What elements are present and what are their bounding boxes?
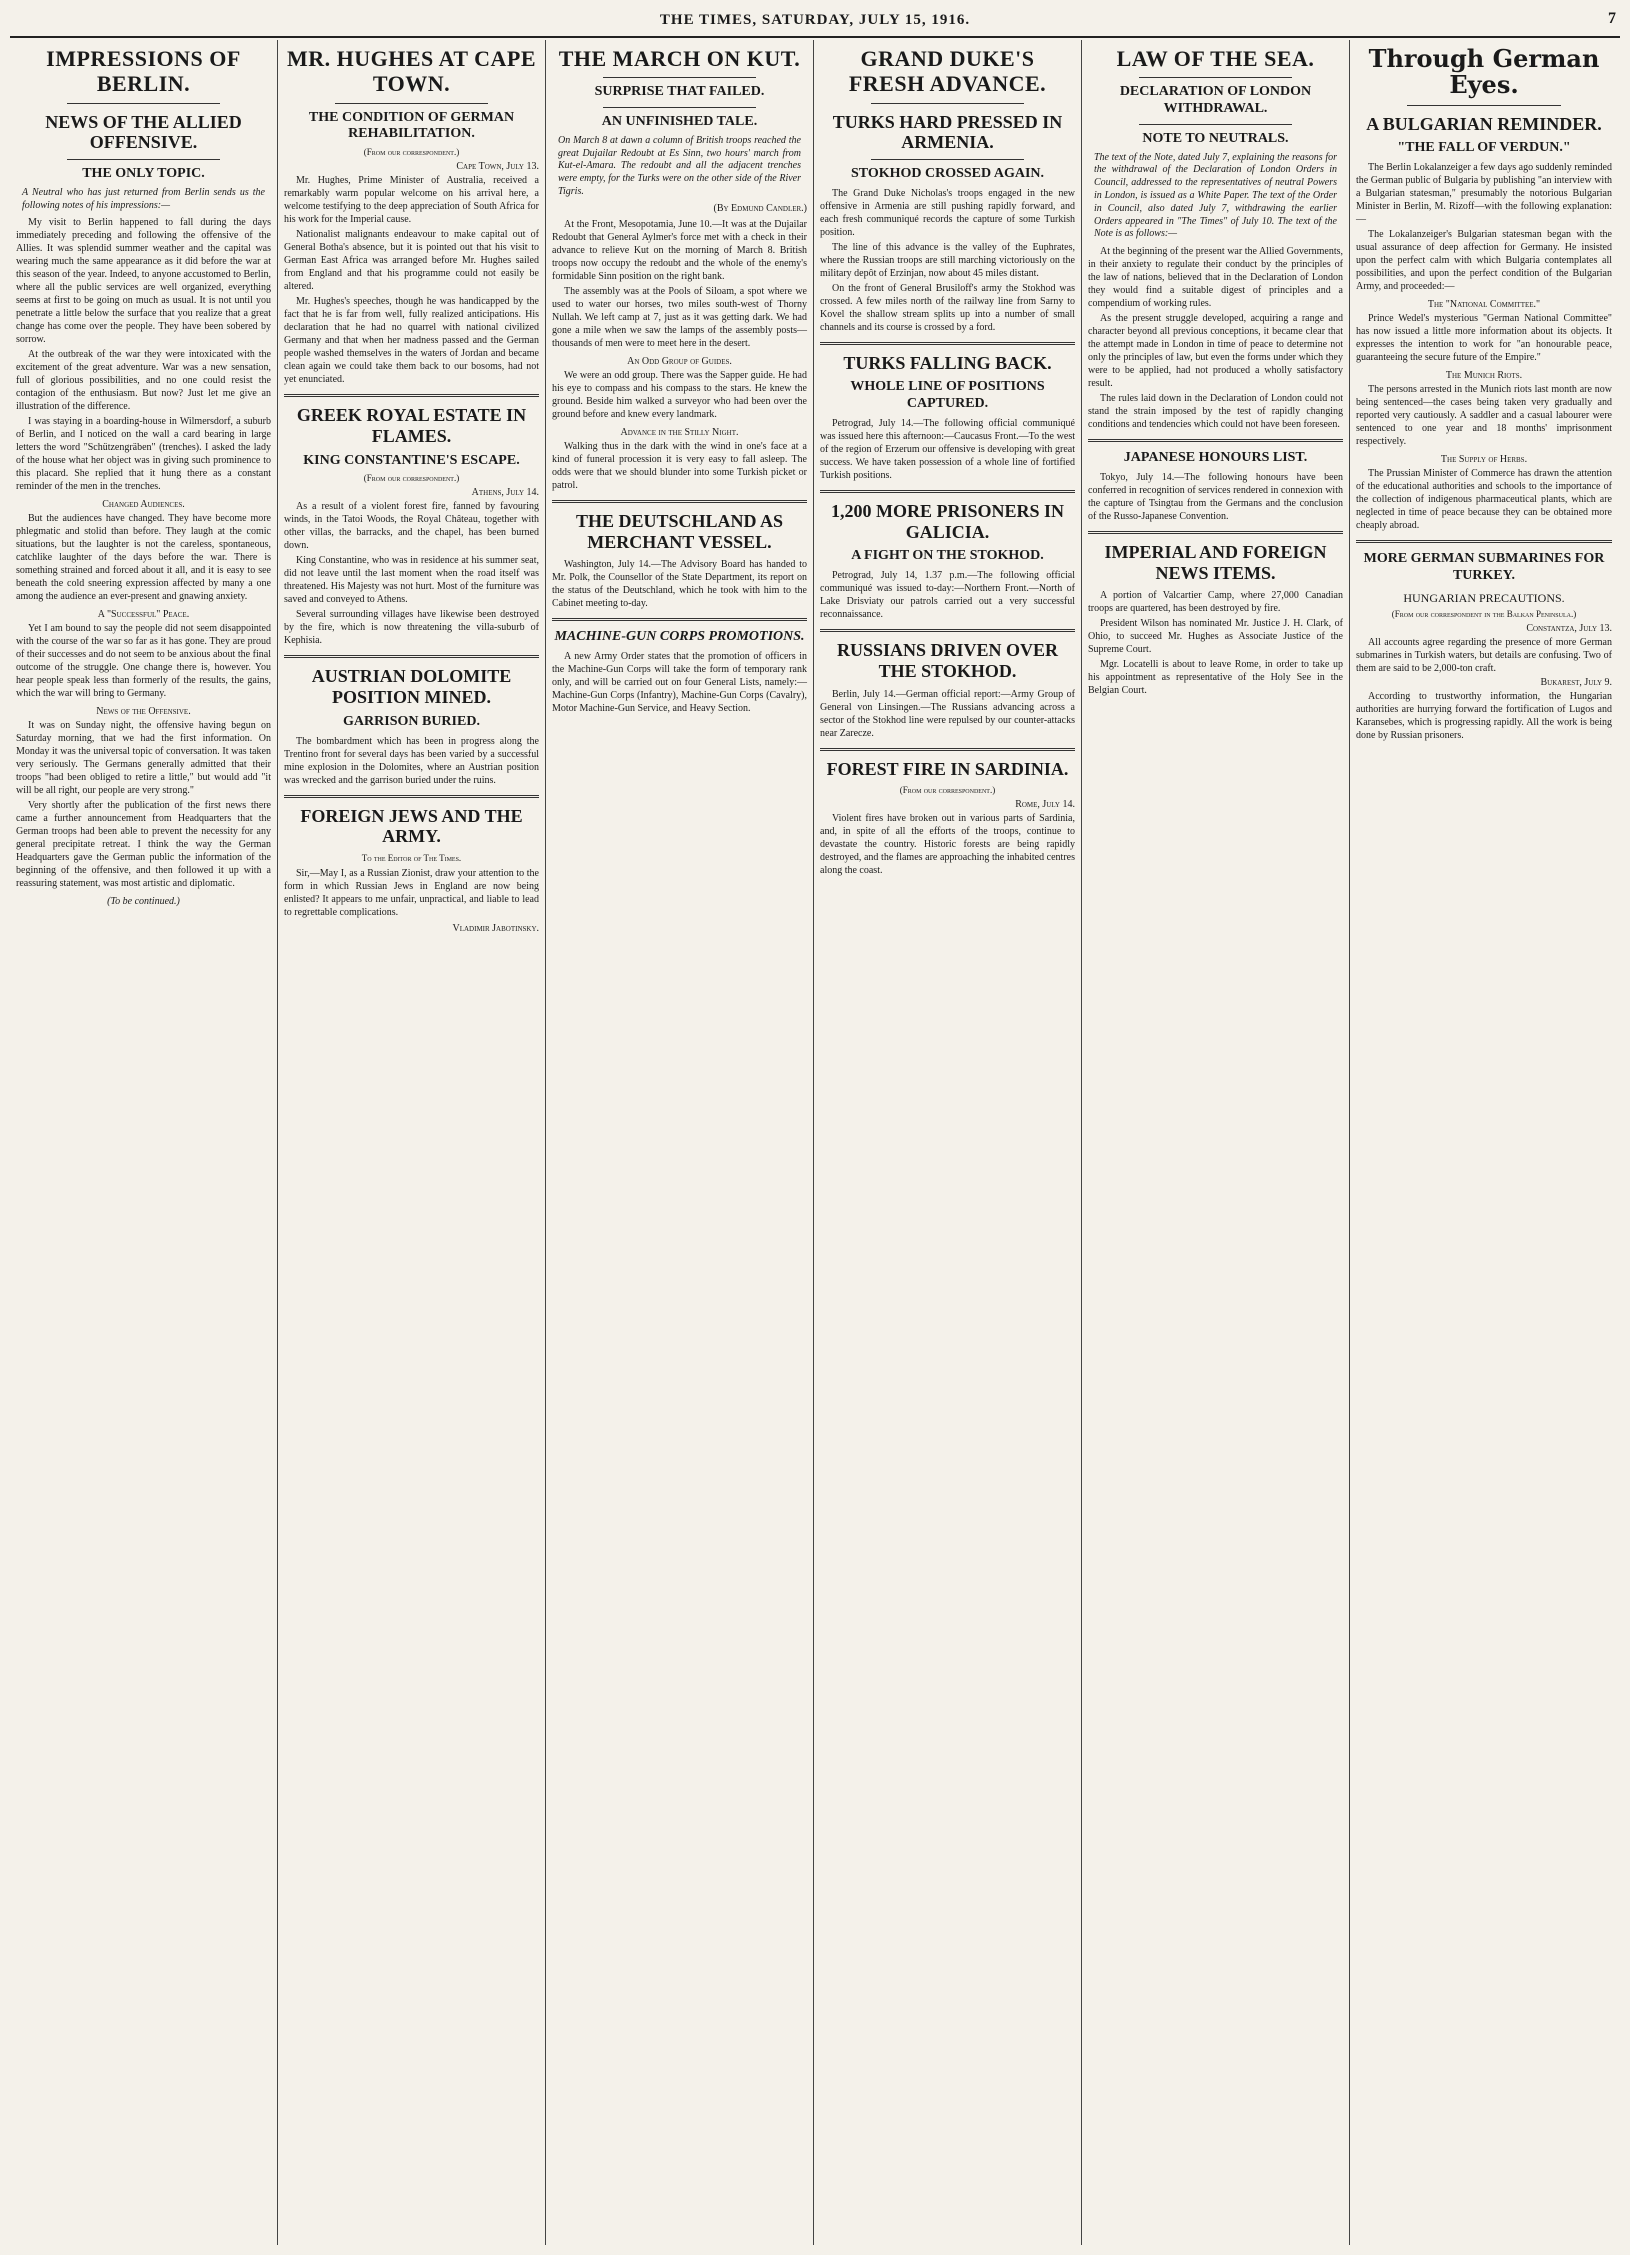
paragraph: A new Army Order states that the promotion of officers in the Machine-Gun Corps will take the form of temporary rank only, and will be carried out on four General Lists, namely:—Machine-Gun Corps (Infantry), Machine-Gun Corps (Cavalry), Motor Machine-Gun Service, and Heavy Section. [552,651,807,715]
dateline: Athens, July 14. [471,487,539,499]
dateline: Bukarest, July 9. [1540,677,1612,689]
paragraph: Several surrounding villages have likewise been destroyed by the fire, which is now threatening the villa-suburb of Kephisia. [284,609,539,647]
divider [1139,77,1292,78]
paragraph: A portion of Valcartier Camp, where 27,000 Canadian troops are quartered, has been destroyed by fire. [1088,590,1343,615]
dateline: Constantza, July 13. [1526,623,1612,635]
subhead: Changed Audiences. [102,499,185,511]
headline: MORE GERMAN SUBMARINES FOR TURKEY. [1363,551,1605,584]
paragraph: Walking thus in the dark with the wind in one's face at a kind of funeral procession it is very easy to fall asleep. The odds were that we should blunder into some Turkish picket or patrol. [552,440,807,491]
paragraph: The persons arrested in the Munich riots last month are now being sentenced—the cases being taken very gradually and reported very cautiously. A saddler and a casual labourer were sentenced to one year and 18 months' imprisonment respectively. [1356,384,1612,448]
subheadline: THE CONDITION OF GERMAN REHABILITATION. [308,109,515,142]
subhead: News of the Offensive. [96,706,191,718]
subhead: The Supply of Herbs. [1440,454,1528,466]
paragraph: The line of this advance is the valley of the Euphrates, where the Russian troops are still marching victoriously on the military depôt of Erzinjan, now about 45 miles distant. [820,241,1075,279]
paragraph: The bombardment which has been in progress along the Trentino front for several days has been varied by a successful mine explosion in the Dolomites, where an Austrian position was wrecked and the garrison buried under the ruins. [284,735,539,786]
headline: MACHINE-GUN CORPS PROMOTIONS. [554,629,805,645]
divider [552,618,807,621]
subheadline: WHOLE LINE OF POSITIONS CAPTURED. [850,379,1045,412]
headline: IMPRESSIONS OF BERLIN. [46,46,241,97]
subheadline: A BULGARIAN REMINDER. [1366,113,1602,134]
source: (From our correspondent.) [363,147,460,158]
paragraph: My visit to Berlin happened to fall during the days immediately preceding and following the offensive of the Allies. It was splendid summer weather and the capital was wearing much the same appearance as it did before the war at this season of the year. Indeed, to anyone accustomed to Berlin, where all the public services are well organized, everything seems at first to be going on much as usual. It is not until you penetrate a little below the surface that you realize that a great change has come over the people. They have been sobered by sorrow. [16,217,271,346]
headline: RUSSIANS DRIVEN OVER THE STOKHOD. [836,640,1059,681]
section-head: THE ONLY TOPIC. [82,165,205,181]
headline: AUSTRIAN DOLOMITE POSITION MINED. [311,666,512,708]
paragraph: All accounts agree regarding the presence of more German submarines in Turkish waters, but details are confusing. Two of them are said to be 2,000-ton craft. [1356,637,1612,675]
headline: THE DEUTSCHLAND AS MERCHANT VESSEL. [575,510,784,552]
subhead: The Munich Riots. [1445,370,1523,382]
headline: MR. HUGHES AT CAPE TOWN. [287,46,536,97]
paragraph: We were an odd group. There was the Sapper guide. He had his eye to compass and his compass to the stars. He knew the ground. Beside him walked a surveyor who had been over the ground before and knew every landmark. [552,369,807,420]
divider [603,107,756,108]
subheadline: HUNGARIAN PRECAUTIONS. [1403,590,1565,605]
subhead: A "Successful" Peace. [97,609,190,621]
column-4 [814,40,1082,2245]
headline: 1,200 MORE PRISONERS IN GALICIA. [830,501,1065,542]
headline: LAW OF THE SEA. [1116,46,1315,71]
subheadline: SURPRISE THAT FAILED. [594,84,765,100]
newspaper-title: THE TIMES, SATURDAY, JULY 15, 1916. [659,12,971,28]
source: (From our correspondent in the Balkan Peninsula.) [1391,609,1577,620]
headline: TURKS FALLING BACK. [843,352,1052,373]
paragraph: At the outbreak of the war they were intoxicated with the excitement of the great adventure. War was a new sensation, full of glorious possibilities, and no one could resist the contagion of the enthusiasm. But now? Just let me give an illustration of the difference. [16,349,271,413]
columns [10,40,1620,2245]
paragraph: The Berlin Lokalanzeiger a few days ago suddenly reminded the German public of Bulgaria by publishing "an interview with a Bulgarian statesman," presumably the notorious Bulgarian Minister in Berlin, M. Rizoff—with the following explanation:— [1356,162,1612,226]
paragraph: Violent fires have broken out in various parts of Sardinia, and, in spite of all the efforts of the troops, continue to devastate the country. Historic forests are being rapidly destroyed, and the flames are approaching the inhabited centres along the coast. [820,813,1075,877]
paragraph: It was on Sunday night, the offensive having begun on Saturday morning, that we had the first information. On Monday it was the universal topic of conversation. It was taken very seriously. The Germans generally admitted that their troops "had been obliged to retire a little," but would add "it will be all right, our people are very strong." [16,720,271,797]
paragraph: Petrograd, July 14, 1.37 p.m.—The following official communiqué was issued to-day:—Northern Front.—North of Lake Drisviaty our patrols carried out a very successful reconnaissance. [820,570,1075,621]
column-2 [278,40,546,2245]
intro: On March 8 at dawn a column of British troops reached the great Dujailar Redoubt at Es Sinn, two hours' march from Kut-el-Amara. The redoubt and all the adjacent trenches were empty, for the Turks were on the other side of the River Tigris. [558,134,801,198]
divider [1356,540,1612,543]
paragraph: Tokyo, July 14.—The following honours have been conferred in recognition of services rendered in connexion with the capture of Tsingtau from the Germans and the conclusion of the Russo-Japanese Convention. [1088,472,1343,523]
paragraph: At the Front, Mesopotamia, June 10.—It was at the Dujailar Redoubt that General Aylmer's force met with a check in their advance to relieve Kut on the morning of March 8. British troops now occupy the redoubt and the whole of the enemy's formidable Sinn position on the right bank. [552,218,807,282]
section-head: STOKHOD CROSSED AGAIN. [850,165,1045,181]
divider [1088,531,1343,534]
paragraph: Petrograd, July 14.—The following official communiqué was issued here this afternoon:—Caucasus Front.—To the west of the region of Erzerum our offensive is developing with great success. We have taken possession of a whole line of fortified Turkish positions. [820,418,1075,482]
headline: FOREIGN JEWS AND THE ARMY. [300,805,523,847]
divider [871,103,1024,104]
masthead [10,8,1620,38]
divider [1088,439,1343,442]
headline: GRAND DUKE'S FRESH ADVANCE. [848,46,1047,97]
paragraph: The assembly was at the Pools of Siloam, a spot where we used to water our horses, two miles south-west of Thorny Nullah. We left camp at 7, just as it was getting dark. We had gone a mile when we saw the lamps of the assembly posts—thousands of men were to meet here in the desert. [552,285,807,349]
divider [1407,105,1561,106]
signature: Vladimir Jabotinsky. [452,922,539,934]
column-6 [1350,40,1618,2245]
subheadline: DECLARATION OF LONDON WITHDRAWAL. [1119,84,1312,117]
paragraph: Prince Wedel's mysterious "German National Committee" has now issued a little more information about its objects. It expresses the intention to work for "an honourable peace, guaranteeing the secure future of the Empire." [1356,313,1612,364]
paragraph: As the present struggle developed, acquiring a range and character beyond all previous conceptions, it became clear that the attempt made in London in time of peace to determine not only the principles of law, but even the forms under which they were to be applied, had not produced a wholly satisfactory result. [1088,313,1343,390]
subheadline: A FIGHT ON THE STOKHOD. [851,548,1044,564]
paragraph: The Lokalanzeiger's Bulgarian statesman began with the usual assurance of deep affection for Germany. He insisted upon the perfect calm with which Bulgaria contemplates all possibilities, and upon the perfect condition of the Bulgarian Army, and proceeded:— [1356,229,1612,293]
subheadline: TURKS HARD PRESSED IN ARMENIA. [832,111,1063,153]
paragraph: Berlin, July 14.—German official report:—Army Group of General von Linsingen.—The Russians advancing across a sector of the Stokhod line were repulsed by our counter-attacks near Zarecze. [820,688,1075,739]
headline: Through German Eyes. [1368,44,1600,100]
paragraph: Mr. Hughes, Prime Minister of Australia, received a remarkably warm popular welcome on his arrival here, a welcome testifying to the deep appreciation of South Africa for his work for the Imperial cause. [284,175,539,226]
paragraph: King Constantine, who was in residence at his summer seat, did not leave until the last moment when the road itself was threatened. His Majesty was not hurt. Most of the furniture was saved and conveyed to Athens. [284,555,539,606]
paragraph: On the front of General Brusiloff's army the Stokhod was crossed. A few miles north of the railway line from Sarny to Kovel the shallow stream splits up into a number of small channels and its course is crossed by a ford. [820,282,1075,333]
section-head: AN UNFINISHED TALE. [601,114,758,130]
divider [820,490,1075,493]
divider [820,748,1075,751]
paragraph: As a result of a violent forest fire, fanned by favouring winds, in the Tatoi Woods, the Royal Château, together with other villas, the barracks, and the chapel, has been burned down. [284,501,539,552]
byline: (By Edmund Candler.) [713,202,807,214]
divider [820,629,1075,632]
divider [335,103,488,104]
subhead: An Odd Group of Guides. [627,355,732,367]
headline: GREEK ROYAL ESTATE IN FLAMES. [296,405,527,446]
column-1 [10,40,278,2245]
divider [284,394,539,397]
divider [1139,124,1292,125]
intro: A Neutral who has just returned from Berlin sends us the following notes of his impressions:— [22,186,265,211]
subheadline: GARRISON BURIED. [343,713,480,729]
divider [871,159,1024,160]
paragraph: Washington, July 14.—The Advisory Board has handed to Mr. Polk, the Counsellor of the State Department, its report on the status of the Deutschland, which he took with him to the Cabinet meeting to-day. [552,559,807,610]
paragraph: Very shortly after the publication of the first news there came a further announcement from Headquarters that the German troops had been able to prevent the necessity for any general precipitate retreat. I think the way the German Headquarters gave the German public the information of the beginning of the offensive, and then followed it up with a reassuring statement, was most artistic and diplomatic. [16,800,271,890]
paragraph: Nationalist malignants endeavour to make capital out of General Botha's absence, but it is pointed out that his visit to German East Africa was arranged before Mr. Hughes sailed from England and that his programme could not easily be altered. [284,229,539,293]
headline: THE MARCH ON KUT. [558,46,801,71]
section-head: "THE FALL OF VERDUN." [1397,140,1571,156]
paragraph: Mgr. Locatelli is about to leave Rome, in order to take up his appointment as representative of the Holy See in the Belgian Court. [1088,659,1343,697]
paragraph: According to trustworthy information, the Hungarian authorities are hurrying forward the fortification of Lugos and Karansebes, which is progressing rapidly. All the work is being done by Russian prisoners. [1356,691,1612,742]
paragraph: At the beginning of the present war the Allied Governments, in their anxiety to regulate their conduct by the principles of the law of nations, believed that in the Declaration of London they would find a suitable digest of principles and a compendium of working rules. [1088,246,1343,310]
headline: JAPANESE HONOURS LIST. [1123,450,1308,466]
divider [284,795,539,798]
dateline: Rome, July 14. [1015,799,1075,811]
source: (From our correspondent.) [899,785,996,796]
paragraph: The Grand Duke Nicholas's troops engaged in the new offensive in Armenia are still pushing rapidly forward, and each fresh communiqué records the capture of some Turkish position. [820,187,1075,238]
divider [603,77,756,78]
subheadline: KING CONSTANTINE'S ESCAPE. [303,452,520,468]
subhead: The "National Committee." [1427,299,1541,311]
divider [552,500,807,503]
divider [67,159,220,160]
intro: The text of the Note, dated July 7, explaining the reasons for the withdrawal of the Declaration of London Orders in Council, addressed to the representatives of neutral Powers in London, is issued as a White Paper. The text of the Order in Council, also dated July 7, withdrawing the earlier Orders appeared in "The Times" of July 10. The text of the Note is as follows:— [1094,151,1337,240]
headline: IMPERIAL AND FOREIGN NEWS ITEMS. [1104,542,1327,583]
paragraph: Sir,—May I, as a Russian Zionist, draw your attention to the form in which Russian Jews in England are now being enlisted? It appears to me unfair, unpractical, and liable to lead to regrettable complications. [284,867,539,918]
paragraph: But the audiences have changed. They have become more phlegmatic and stolid than before. They laugh at the comic situations, but the laughter is not the careless, spontaneous, catchlike laughter of the days before the war. There is something strained and forced about it all, and it is easy to see beneath the cold sneering expression affected by many a one among the audience an ever-present and gnawing anxiety. [16,513,271,603]
paragraph: Mr. Hughes's speeches, though he was handicapped by the fact that he is far from well, fully realized anticipations. His declaration that he had no quarrel with national civilized Germany and that when her madness passed and the German people washed themselves in the waters of Jordan and became clean again we could take them back to our bosoms, had not yet enunciated. [284,296,539,386]
paragraph: The rules laid down in the Declaration of London could not stand the strain imposed by the test of rapidly changing conditions and tendencies which could not have been foreseen. [1088,393,1343,431]
subhead: Advance in the Stilly Night. [620,426,739,438]
column-3 [546,40,814,2245]
paragraph: The Prussian Minister of Commerce has drawn the attention of the educational authorities and schools to the importance of the collection of indigenous pharmaceutical plants, which are neglected in time of peace because they can be obtained more cheaply abroad. [1356,468,1612,532]
page-number: 7 [1608,10,1616,27]
paragraph: President Wilson has nominated Mr. Justice J. H. Clark, of Ohio, to succeed Mr. Hughes as Associate Justice of the Supreme Court. [1088,618,1343,656]
divider [820,342,1075,345]
subheadline: NEWS OF THE ALLIED OFFENSIVE. [45,111,242,153]
continued-note: (To be continued.) [107,896,180,908]
divider [284,655,539,658]
source: To the Editor of The Times. [361,852,462,863]
dateline: Cape Town, July 13. [456,161,539,173]
source: (From our correspondent.) [363,473,460,484]
column-5 [1082,40,1350,2245]
paragraph: Yet I am bound to say the people did not seem disappointed with the course of the war so far as it has gone. They are proud of their successes and do not seem to be anxious about the final outcome of the struggle. One change there is, however. You hear people speak less than formerly of the results, the gains, which the war will bring to Germany. [16,623,271,700]
headline: FOREST FIRE IN SARDINIA. [826,758,1069,779]
paragraph: I was staying in a boarding-house in Wilmersdorf, a suburb of Berlin, and I noticed on the wall a card bearing in large letters the word "Schützengräben" (trenches). I asked the lady of the house what her object was in giving such prominence to this placard. She replied that it hung there as a constant reminder of the men in the trenches. [16,416,271,493]
section-head: NOTE TO NEUTRALS. [1142,130,1289,146]
divider [67,103,220,104]
